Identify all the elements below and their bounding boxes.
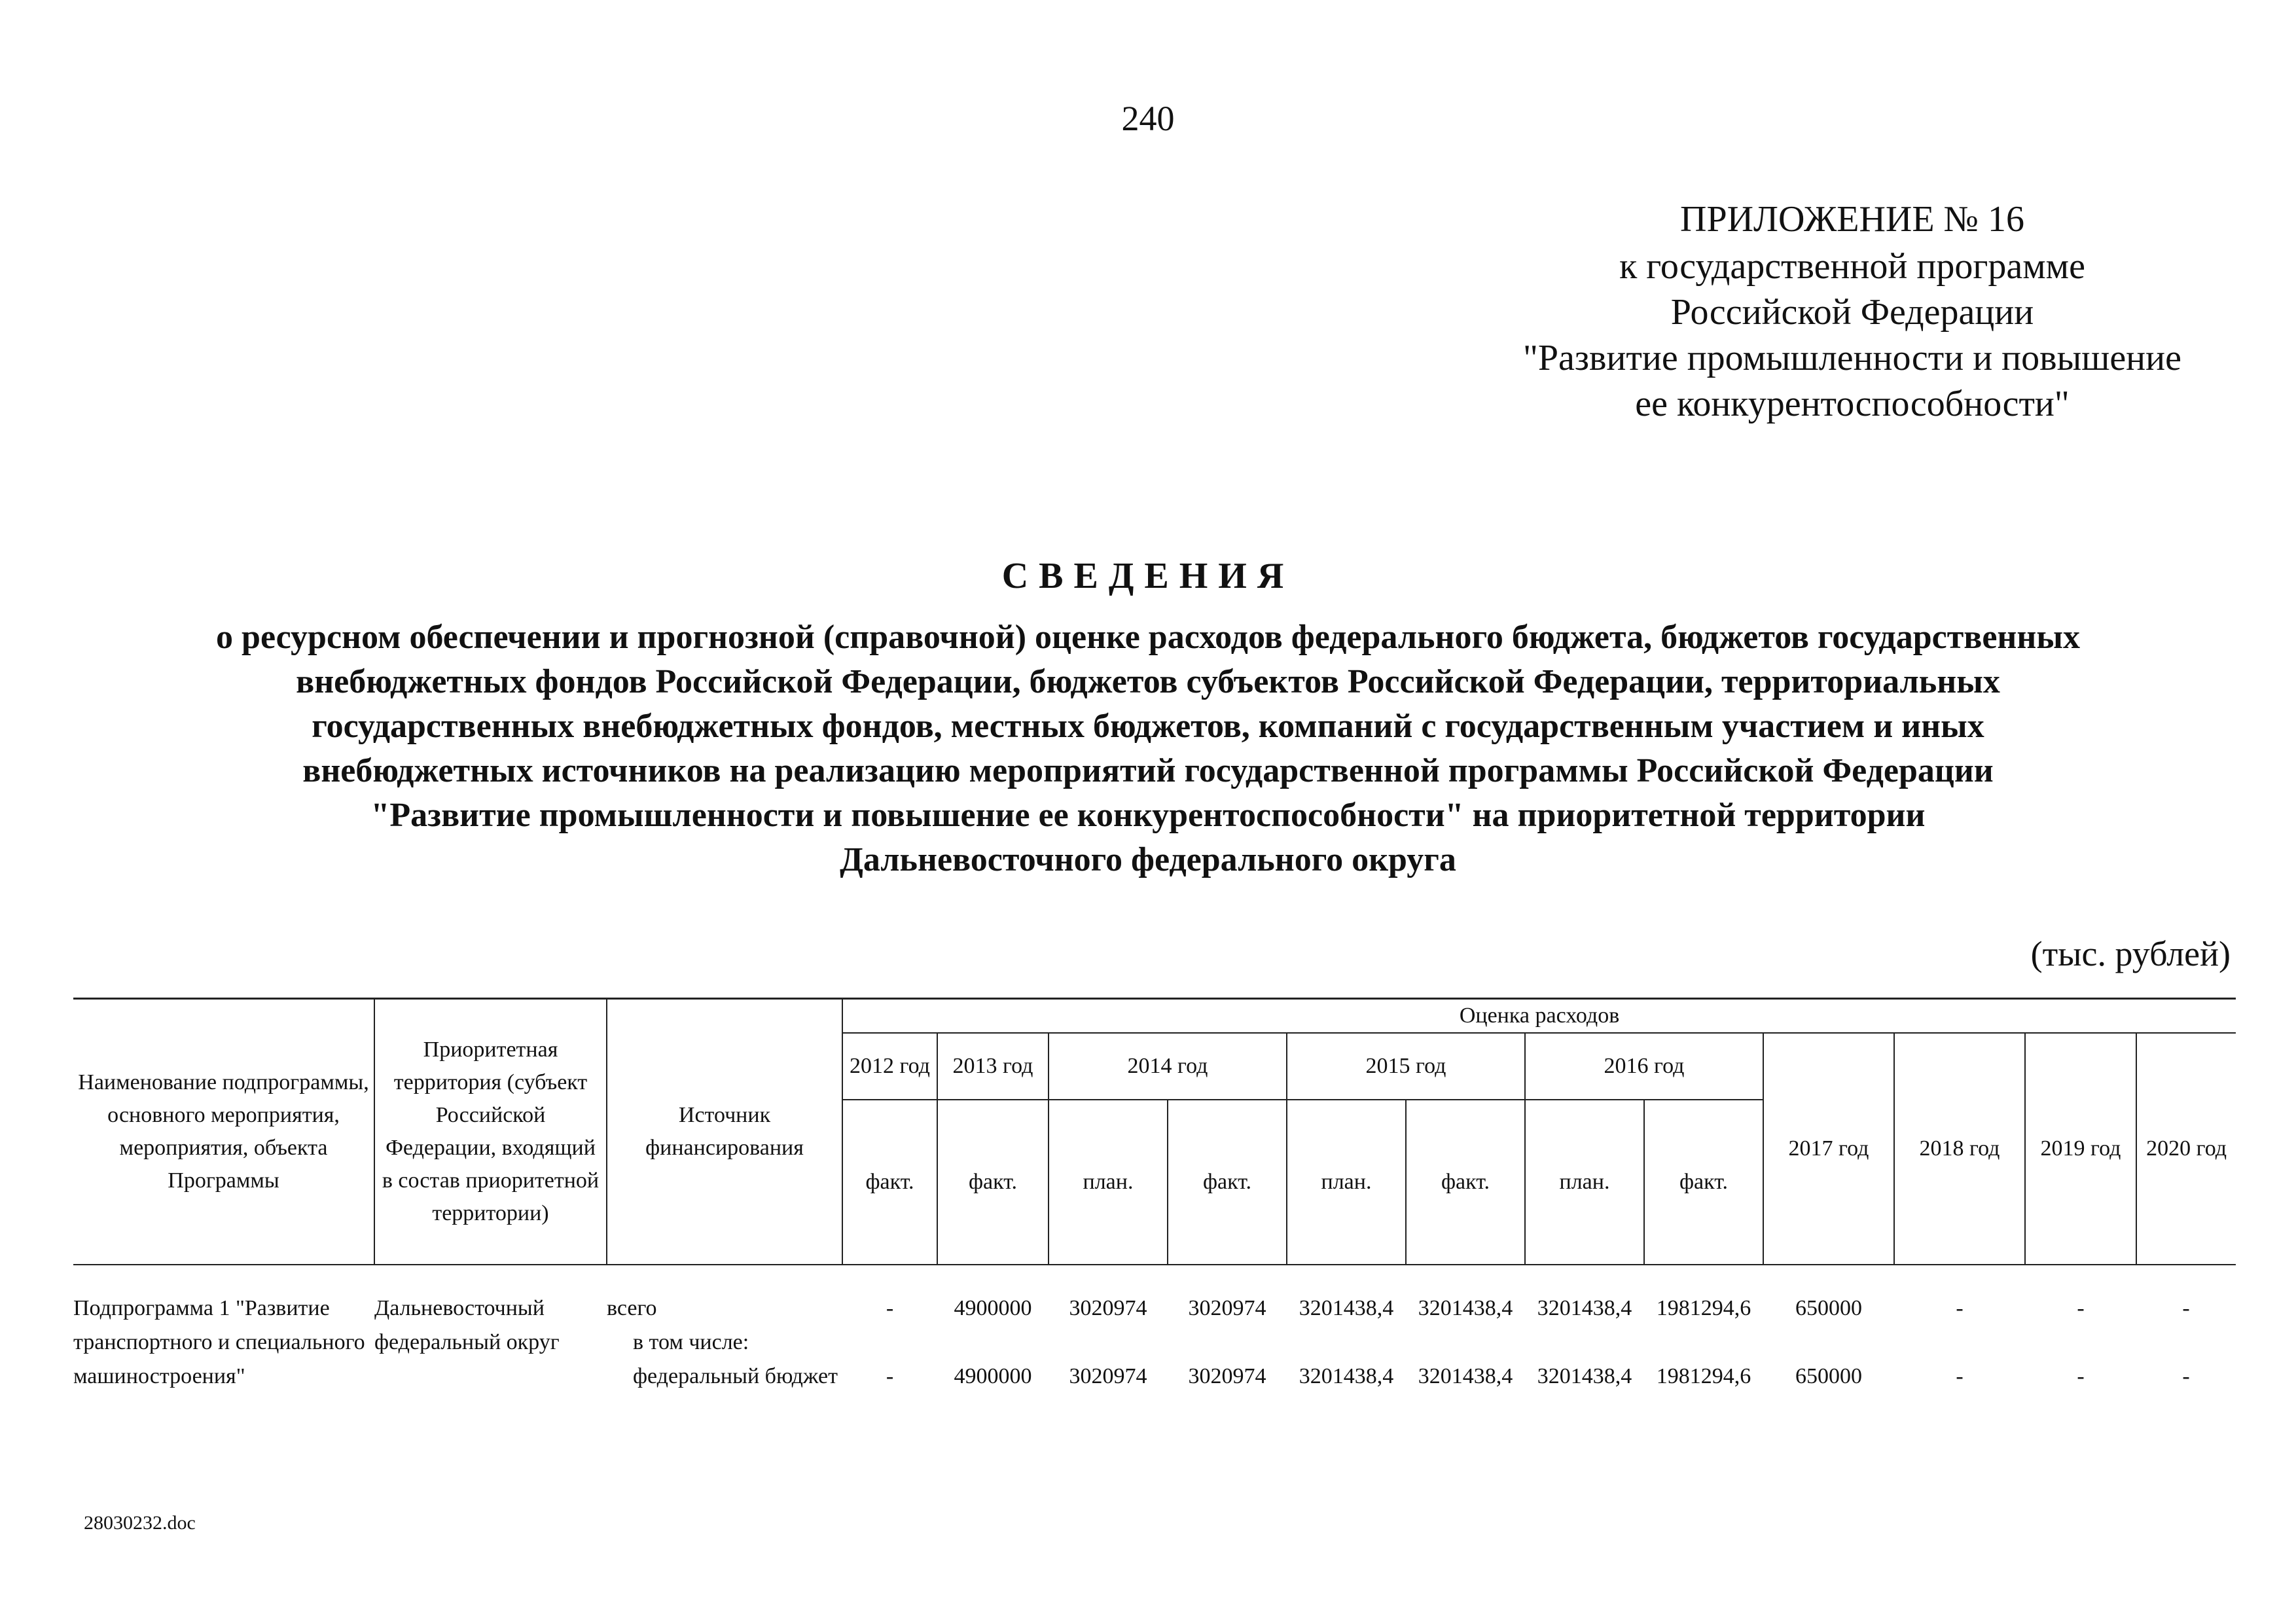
header-expenses-group: Оценка расходов bbox=[842, 999, 2236, 1034]
value-cell: 650000 bbox=[1795, 1364, 1862, 1388]
value-cell: 3020974 bbox=[1188, 1364, 1266, 1388]
header-territory: Приоритетная территория (субъект Российской Федерации, входящий в состав приоритетной территории) bbox=[374, 999, 607, 1265]
appendix-line: "Развитие промышленности и повышение bbox=[1523, 338, 2181, 378]
header-fact-2015: факт. bbox=[1406, 1100, 1525, 1265]
page-number: 240 bbox=[1121, 99, 1175, 138]
value-cell: 4900000 bbox=[954, 1296, 1032, 1320]
subprogram-name: Подпрограмма 1 "Развитие транспортного и специального машиностроения" bbox=[73, 1296, 365, 1388]
value-cell: - bbox=[1956, 1296, 1964, 1320]
including-label: в том числе: bbox=[633, 1330, 749, 1354]
table-row-total bbox=[73, 1291, 2236, 1326]
document-title: СВЕДЕНИЯ bbox=[1001, 556, 1295, 596]
header-year-2015: 2015 год bbox=[1287, 1033, 1525, 1100]
header-year-2017: 2017 год bbox=[1763, 1033, 1894, 1265]
value-cell: 3020974 bbox=[1188, 1296, 1266, 1320]
header-source: Источник финансирования bbox=[607, 999, 842, 1265]
document-subtitle bbox=[79, 615, 2217, 882]
subtitle-line: "Развитие промышленности и повышение ее конкурентоспособности" на приоритетной территории bbox=[370, 797, 1926, 834]
value-cell: - bbox=[2182, 1296, 2190, 1320]
territory-name: Дальневосточный федеральный округ bbox=[374, 1296, 560, 1354]
header-plan-2014: план. bbox=[1049, 1100, 1168, 1265]
appendix-line: к государственной программе bbox=[1619, 246, 2085, 287]
subtitle-line: внебюджетных фондов Российской Федерации, бюджетов субъектов Российской Федерации, территориальных bbox=[296, 663, 2000, 700]
header-fact-2014: факт. bbox=[1168, 1100, 1287, 1265]
header-year-2016: 2016 год bbox=[1525, 1033, 1763, 1100]
header-year-2013: 2013 год bbox=[937, 1033, 1049, 1100]
value-cell: - bbox=[2182, 1364, 2190, 1388]
footer-document-code: 28030232.doc bbox=[84, 1512, 196, 1534]
value-cell: - bbox=[886, 1296, 894, 1320]
source-total: всего bbox=[607, 1296, 657, 1320]
value-cell: 3020974 bbox=[1069, 1296, 1147, 1320]
value-cell: 3201438,4 bbox=[1299, 1364, 1394, 1388]
value-cell: - bbox=[1956, 1364, 1964, 1388]
value-cell: 3201438,4 bbox=[1537, 1364, 1632, 1388]
value-cell: 1981294,6 bbox=[1656, 1364, 1751, 1388]
header-year-2018: 2018 год bbox=[1894, 1033, 2025, 1265]
units-label: (тыс. рублей) bbox=[2030, 934, 2231, 973]
header-fact-2012: факт. bbox=[842, 1100, 937, 1265]
header-year-2019: 2019 год bbox=[2025, 1033, 2136, 1265]
header-plan-2016: план. bbox=[1525, 1100, 1644, 1265]
subtitle-line: государственных внебюджетных фондов, местных бюджетов, компаний с государственным участием и иных bbox=[312, 708, 1984, 745]
value-cell: 4900000 bbox=[954, 1364, 1032, 1388]
appendix-line: ее конкурентоспособности" bbox=[1635, 384, 2070, 424]
value-cell: 650000 bbox=[1795, 1296, 1862, 1320]
header-year-2014: 2014 год bbox=[1049, 1033, 1287, 1100]
header-year-2020: 2020 год bbox=[2136, 1033, 2236, 1265]
header-fact-2016: факт. bbox=[1644, 1100, 1763, 1265]
header-fact-2013: факт. bbox=[937, 1100, 1049, 1265]
expenses-table bbox=[73, 998, 2236, 1400]
appendix-line: Российской Федерации bbox=[1670, 292, 2034, 333]
value-cell: - bbox=[2077, 1296, 2085, 1320]
value-cell: 1981294,6 bbox=[1656, 1296, 1751, 1320]
value-cell: 3201438,4 bbox=[1418, 1296, 1513, 1320]
subtitle-line: внебюджетных источников на реализацию мероприятий государственной программы Российской Федерации bbox=[302, 752, 1994, 789]
source-federal: федеральный бюджет bbox=[633, 1364, 838, 1388]
appendix-block bbox=[1440, 196, 2265, 427]
subtitle-line: Дальневосточного федерального округа bbox=[840, 841, 1456, 878]
appendix-number: ПРИЛОЖЕНИЕ № 16 bbox=[1680, 199, 2024, 240]
value-cell: 3201438,4 bbox=[1537, 1296, 1632, 1320]
header-year-2012: 2012 год bbox=[842, 1033, 937, 1100]
value-cell: - bbox=[886, 1364, 894, 1388]
value-cell: 3020974 bbox=[1069, 1364, 1147, 1388]
header-plan-2015: план. bbox=[1287, 1100, 1406, 1265]
header-name: Наименование подпрограммы, основного мероприятия, мероприятия, объекта Программы bbox=[73, 999, 374, 1265]
value-cell: - bbox=[2077, 1364, 2085, 1388]
value-cell: 3201438,4 bbox=[1299, 1296, 1394, 1320]
subtitle-line: о ресурсном обеспечении и прогнозной (справочной) оценке расходов федерального бюджета, бюджетов государственных bbox=[216, 619, 2080, 656]
value-cell: 3201438,4 bbox=[1418, 1364, 1513, 1388]
